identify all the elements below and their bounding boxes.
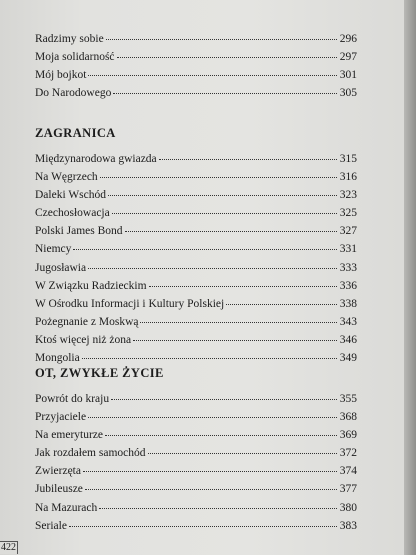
- dot-leader: [140, 322, 337, 323]
- toc-entry: [35, 333, 357, 351]
- book-spine-shadow: [404, 0, 416, 555]
- toc-entry-title: Daleki Wschód: [35, 189, 107, 202]
- toc-entry-page: 355: [339, 393, 357, 405]
- toc-entry-page: 296: [339, 33, 357, 45]
- toc-entry-page: 346: [339, 333, 357, 346]
- dot-leader: [148, 453, 338, 454]
- toc-section-zagranica: [35, 126, 357, 369]
- toc-entry-title: Zwierzęta: [35, 465, 81, 478]
- dot-leader: [113, 93, 337, 94]
- section-heading: ZAGRANICA: [35, 126, 116, 140]
- toc-section-continued: [35, 32, 357, 104]
- dot-leader: [88, 75, 337, 76]
- dot-leader: [117, 57, 337, 58]
- toc-entry: [35, 50, 357, 68]
- toc-entry: [35, 170, 357, 188]
- toc-entry: [35, 501, 357, 519]
- toc-entry-title: Do Narodowego: [35, 87, 112, 100]
- dot-leader: [226, 304, 337, 305]
- toc-entry: [35, 32, 357, 50]
- toc-entry-title: Pożegnanie z Moskwą: [35, 315, 139, 328]
- toc-entry: [35, 261, 357, 279]
- toc-entry: [35, 86, 357, 104]
- section-heading: OT, ZWYKŁE ŻYCIE: [35, 366, 164, 380]
- toc-entry-page: 368: [339, 411, 357, 424]
- toc-entry: [35, 392, 357, 410]
- toc-entry-title: Polski James Bond: [35, 225, 123, 238]
- dot-leader: [100, 177, 337, 178]
- dot-leader: [108, 195, 337, 196]
- dot-leader: [83, 471, 337, 472]
- dot-leader: [149, 286, 337, 287]
- toc-entry-title: Powrót do kraju: [35, 393, 110, 405]
- toc-entry-page: 327: [339, 225, 357, 238]
- toc-entry: [35, 152, 357, 170]
- toc-section-zwykle-zycie: [35, 366, 357, 537]
- toc-entry: [35, 464, 357, 482]
- dot-leader: [85, 489, 337, 490]
- toc-entry-title: Ktoś więcej niż żona: [35, 333, 132, 346]
- toc-entry-title: Przyjaciele: [35, 411, 87, 424]
- dot-leader: [112, 213, 337, 214]
- toc-entry-title: Międzynarodowa gwiazda: [35, 153, 157, 165]
- dot-leader: [69, 526, 337, 527]
- toc-entry-page: 323: [339, 189, 357, 202]
- dot-leader: [73, 249, 337, 250]
- toc-entry-page: 380: [339, 501, 357, 514]
- toc-entry-page: 297: [339, 51, 357, 64]
- toc-entry-title: Jugosławia: [35, 261, 87, 274]
- toc-entry-title: W Ośrodku Informacji i Kultury Polskiej: [35, 297, 225, 310]
- toc-entry-title: Jubileusze: [35, 483, 83, 496]
- toc-entry: [35, 279, 357, 297]
- toc-entry-page: 305: [339, 87, 357, 100]
- toc-entry-title: Na Węgrzech: [35, 171, 98, 184]
- toc-entry-title: Mój bojkot: [35, 69, 87, 82]
- dot-leader: [82, 358, 337, 359]
- toc-entry: [35, 242, 357, 260]
- toc-entry-page: 343: [339, 315, 357, 328]
- dot-leader: [125, 231, 337, 232]
- toc-entry-page: 372: [339, 447, 357, 460]
- toc-entry-page: 336: [339, 279, 357, 292]
- dot-leader: [106, 39, 337, 40]
- toc-entry: [35, 188, 357, 206]
- toc-entry-page: 377: [339, 483, 357, 496]
- toc-entry-page: 331: [339, 243, 357, 256]
- toc-entry-title: Radzimy sobie: [35, 33, 104, 45]
- toc-entry-page: 338: [339, 297, 357, 310]
- toc-entry: [35, 224, 357, 242]
- toc-entry: [35, 315, 357, 333]
- toc-entry-page: 349: [339, 352, 357, 365]
- dot-leader: [133, 340, 337, 341]
- toc-entry-page: 301: [339, 69, 357, 82]
- toc-entry-title: Moja solidarność: [35, 51, 115, 64]
- toc-entry: [35, 297, 357, 315]
- toc-entry: [35, 68, 357, 86]
- dot-leader: [88, 268, 337, 269]
- toc-entry: [35, 482, 357, 500]
- toc-entry-title: Niemcy: [35, 243, 72, 256]
- dot-leader: [111, 399, 337, 400]
- toc-entry-page: 315: [339, 153, 357, 165]
- toc-entry: [35, 519, 357, 537]
- toc-entry-title: Seriale: [35, 519, 67, 532]
- toc-entry-title: Czechosłowacja: [35, 207, 110, 220]
- toc-entry: [35, 446, 357, 464]
- dot-leader: [88, 417, 337, 418]
- toc-entry-title: Jak rozdałem samochód: [35, 447, 146, 460]
- toc-entry-title: Mongolia: [35, 352, 80, 365]
- toc-entry-title: Na emeryturze: [35, 429, 104, 442]
- toc-entry: [35, 410, 357, 428]
- toc-entry-page: 369: [339, 429, 357, 442]
- dot-leader: [105, 435, 337, 436]
- toc-entry-page: 374: [339, 465, 357, 478]
- dot-leader: [159, 159, 337, 160]
- toc-entry-page: 383: [339, 519, 357, 532]
- toc-entry-title: Na Mazurach: [35, 501, 98, 514]
- toc-entry-page: 333: [339, 261, 357, 274]
- toc-entry-page: 325: [339, 207, 357, 220]
- toc-entry-title: W Związku Radzieckim: [35, 279, 147, 292]
- toc-entry-page: 316: [339, 171, 357, 184]
- page-number: 422: [1, 542, 16, 553]
- dot-leader: [99, 508, 337, 509]
- toc-entry: [35, 428, 357, 446]
- toc-entry: [35, 206, 357, 224]
